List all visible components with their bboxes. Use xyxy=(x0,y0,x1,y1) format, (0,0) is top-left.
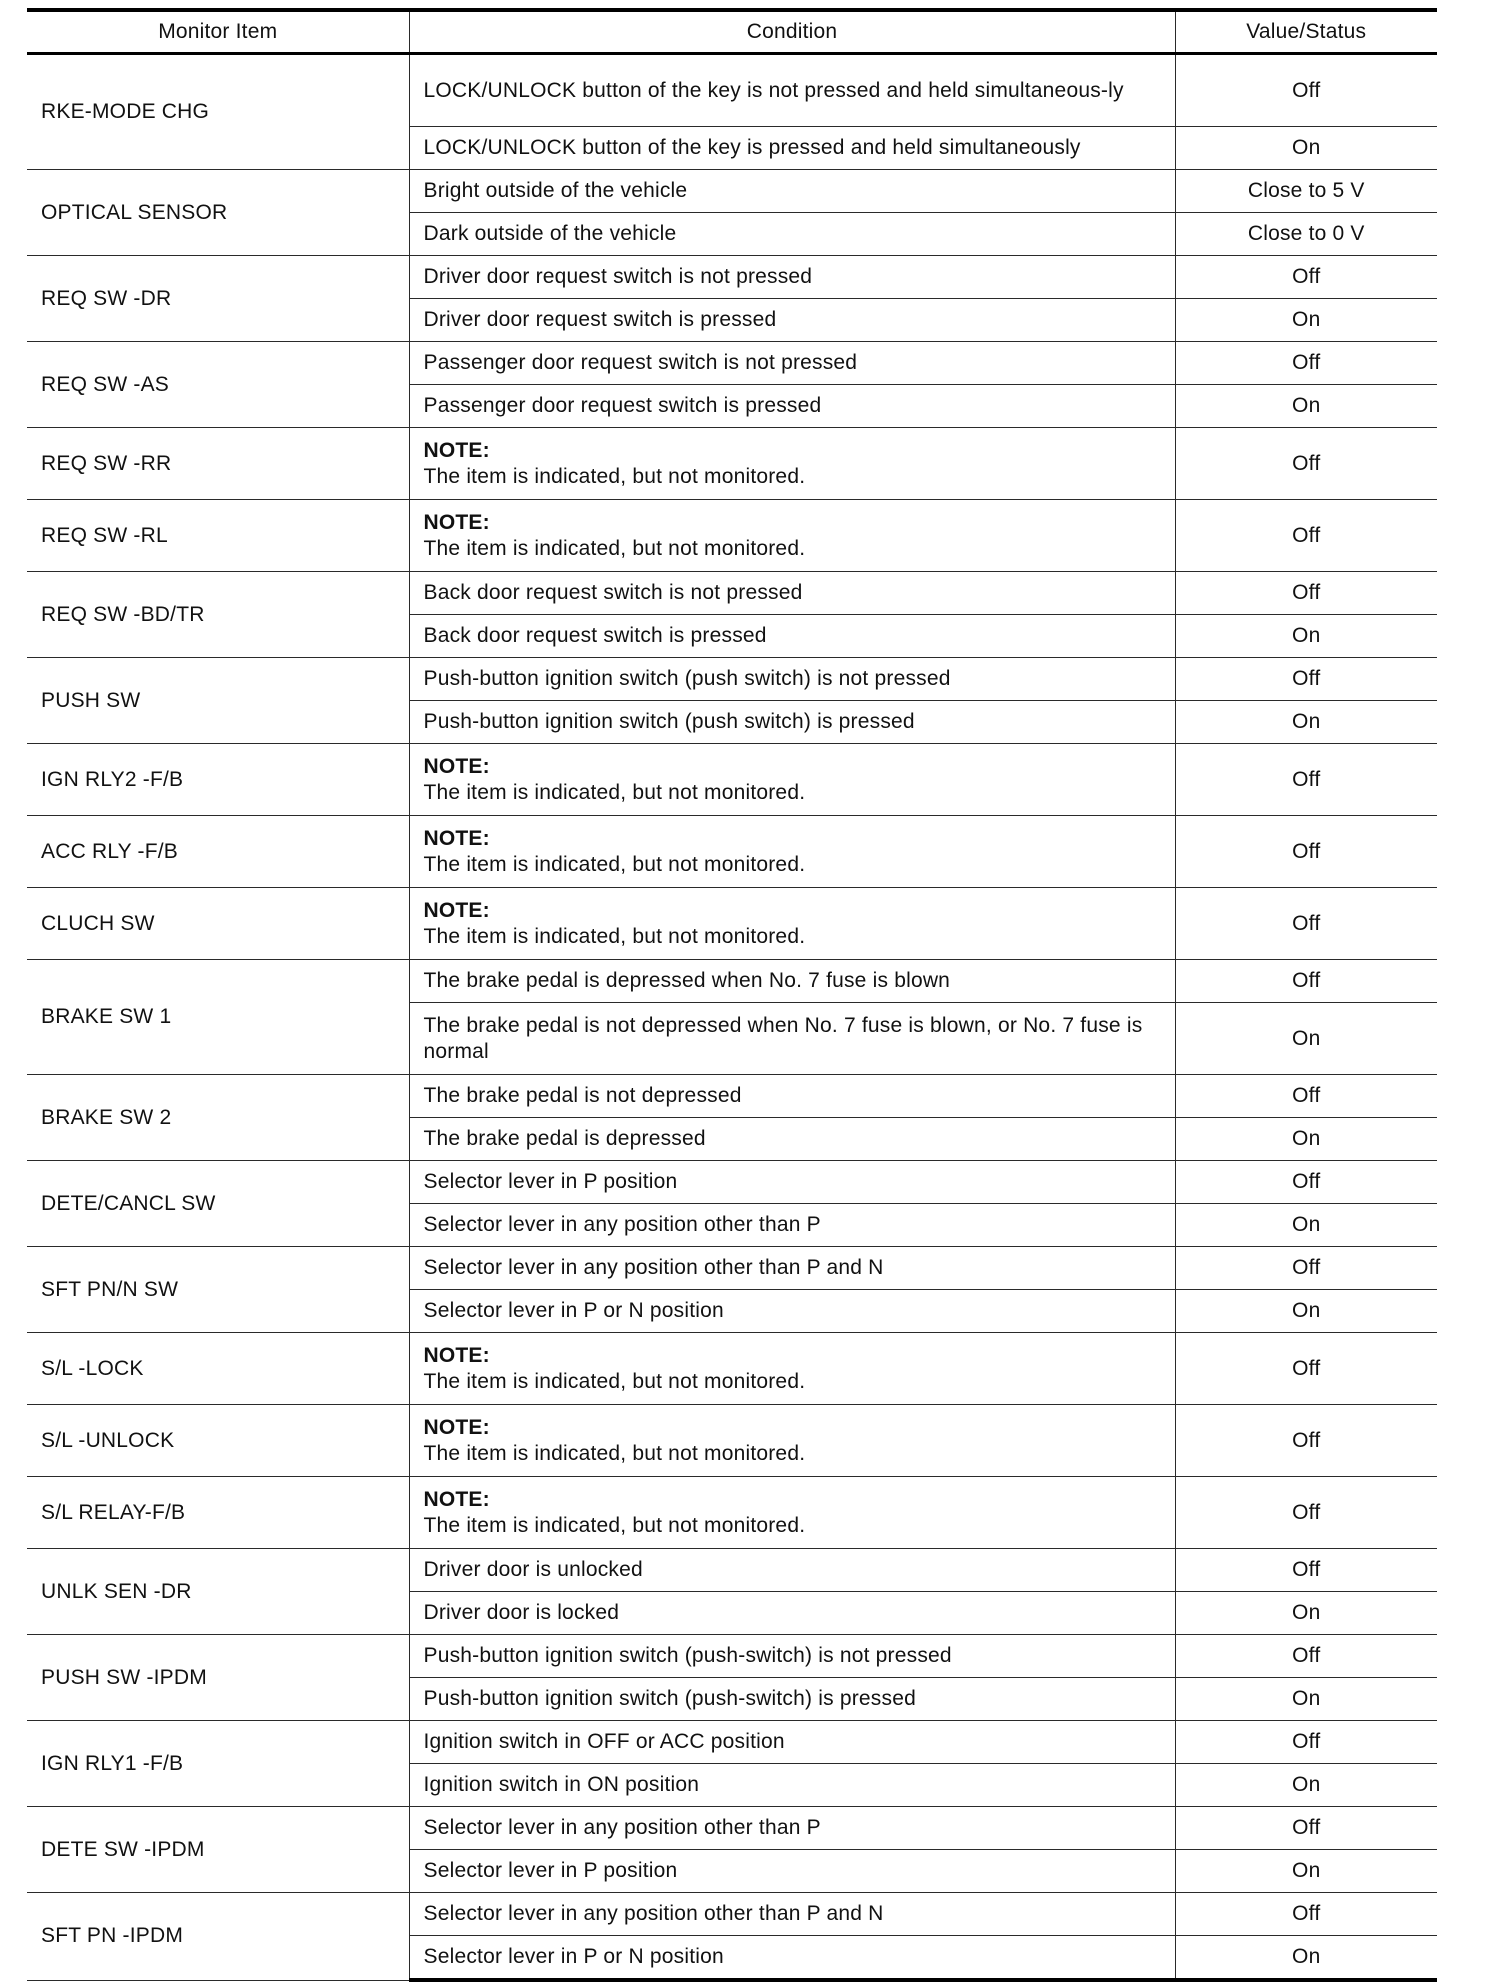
note-label: NOTE: xyxy=(423,510,490,534)
monitor-item-cell: REQ SW -DR xyxy=(27,256,409,342)
monitor-item-cell: BRAKE SW 2 xyxy=(27,1075,409,1161)
condition-cell xyxy=(409,1405,1175,1477)
table-row xyxy=(27,1477,1437,1549)
monitor-item-cell: IGN RLY1 -F/B xyxy=(27,1721,409,1807)
condition-cell: Selector lever in P position xyxy=(409,1850,1175,1893)
note-label: NOTE: xyxy=(423,826,490,850)
value-status-cell: Off xyxy=(1175,428,1437,500)
value-status-cell: Off xyxy=(1175,1477,1437,1549)
condition-cell: Back door request switch is not pressed xyxy=(409,572,1175,615)
condition-cell: The brake pedal is depressed when No. 7 fuse is blown xyxy=(409,960,1175,1003)
condition-cell: Selector lever in any position other than P xyxy=(409,1807,1175,1850)
condition-cell: Selector lever in any position other than P and N xyxy=(409,1247,1175,1290)
value-status-cell: Off xyxy=(1175,1247,1437,1290)
monitor-item-cell: ACC RLY -F/B xyxy=(27,816,409,888)
condition-cell: Push-button ignition switch (push-switch) is not pressed xyxy=(409,1635,1175,1678)
table-row xyxy=(27,1893,1437,1936)
table-row xyxy=(27,170,1437,213)
note-text: The item is indicated, but not monitored. xyxy=(423,1441,806,1465)
monitor-item-cell: DETE/CANCL SW xyxy=(27,1161,409,1247)
note-label: NOTE: xyxy=(423,898,490,922)
condition-cell xyxy=(409,816,1175,888)
value-status-cell: On xyxy=(1175,1850,1437,1893)
condition-cell: Push-button ignition switch (push switch) is pressed xyxy=(409,701,1175,744)
monitor-item-cell: PUSH SW xyxy=(27,658,409,744)
monitor-item-cell: UNLK SEN -DR xyxy=(27,1549,409,1635)
condition-cell: Selector lever in P or N position xyxy=(409,1290,1175,1333)
value-status-cell: Close to 5 V xyxy=(1175,170,1437,213)
monitor-item-cell: DETE SW -IPDM xyxy=(27,1807,409,1893)
note-text: The item is indicated, but not monitored. xyxy=(423,1513,806,1537)
value-status-cell: Off xyxy=(1175,888,1437,960)
monitor-item-cell: S/L RELAY-F/B xyxy=(27,1477,409,1549)
condition-cell: Bright outside of the vehicle xyxy=(409,170,1175,213)
value-status-cell: Off xyxy=(1175,54,1437,127)
condition-cell: Selector lever in any position other than P xyxy=(409,1204,1175,1247)
table-row xyxy=(27,1549,1437,1592)
condition-cell: Driver door request switch is not pressed xyxy=(409,256,1175,299)
condition-cell: LOCK/UNLOCK button of the key is not pressed and held simultaneous-ly xyxy=(409,54,1175,127)
value-status-cell: Off xyxy=(1175,1161,1437,1204)
condition-cell: Back door request switch is pressed xyxy=(409,615,1175,658)
table-row xyxy=(27,1635,1437,1678)
monitor-item-cell: BRAKE SW 1 xyxy=(27,960,409,1075)
table-header-row xyxy=(27,10,1437,54)
condition-cell: Selector lever in any position other than P and N xyxy=(409,1893,1175,1936)
table-row xyxy=(27,572,1437,615)
condition-cell: Ignition switch in ON position xyxy=(409,1764,1175,1807)
value-status-cell: Off xyxy=(1175,1635,1437,1678)
table-body xyxy=(27,54,1437,1981)
value-status-cell: On xyxy=(1175,1118,1437,1161)
value-status-cell: On xyxy=(1175,1936,1437,1981)
value-status-cell: On xyxy=(1175,615,1437,658)
condition-cell: The brake pedal is not depressed xyxy=(409,1075,1175,1118)
condition-cell: Selector lever in P or N position xyxy=(409,1936,1175,1981)
value-status-cell: On xyxy=(1175,299,1437,342)
condition-cell xyxy=(409,1477,1175,1549)
monitor-item-cell: SFT PN -IPDM xyxy=(27,1893,409,1981)
condition-cell: Ignition switch in OFF or ACC position xyxy=(409,1721,1175,1764)
value-status-cell: Off xyxy=(1175,572,1437,615)
condition-cell xyxy=(409,1333,1175,1405)
table-row xyxy=(27,658,1437,701)
note-text: The item is indicated, but not monitored. xyxy=(423,924,806,948)
value-status-cell: Off xyxy=(1175,658,1437,701)
note-text: The item is indicated, but not monitored. xyxy=(423,780,806,804)
table-row xyxy=(27,744,1437,816)
monitor-table-container xyxy=(27,8,1437,1982)
value-status-cell: Off xyxy=(1175,1405,1437,1477)
monitor-item-cell: REQ SW -BD/TR xyxy=(27,572,409,658)
monitor-item-cell: S/L -LOCK xyxy=(27,1333,409,1405)
condition-cell: Driver door request switch is pressed xyxy=(409,299,1175,342)
monitor-item-cell: REQ SW -RL xyxy=(27,500,409,572)
condition-cell: Selector lever in P position xyxy=(409,1161,1175,1204)
condition-cell: Driver door is unlocked xyxy=(409,1549,1175,1592)
table-row xyxy=(27,256,1437,299)
condition-cell: LOCK/UNLOCK button of the key is pressed and held simultaneously xyxy=(409,127,1175,170)
value-status-cell: Off xyxy=(1175,744,1437,816)
table-row xyxy=(27,1405,1437,1477)
header-condition: Condition xyxy=(409,10,1175,54)
monitor-item-cell: SFT PN/N SW xyxy=(27,1247,409,1333)
monitor-item-cell: RKE-MODE CHG xyxy=(27,54,409,170)
table-row xyxy=(27,816,1437,888)
value-status-cell: Off xyxy=(1175,1333,1437,1405)
table-row xyxy=(27,1721,1437,1764)
table-row xyxy=(27,54,1437,127)
value-status-cell: On xyxy=(1175,701,1437,744)
condition-cell xyxy=(409,744,1175,816)
condition-cell: The brake pedal is not depressed when No. 7 fuse is blown, or No. 7 fuse is normal xyxy=(409,1003,1175,1075)
value-status-cell: On xyxy=(1175,1592,1437,1635)
note-text: The item is indicated, but not monitored. xyxy=(423,464,806,488)
value-status-cell: Off xyxy=(1175,1549,1437,1592)
monitor-item-cell: S/L -UNLOCK xyxy=(27,1405,409,1477)
table-row xyxy=(27,960,1437,1003)
value-status-cell: Off xyxy=(1175,342,1437,385)
header-monitor-item: Monitor Item xyxy=(27,10,409,54)
note-text: The item is indicated, but not monitored. xyxy=(423,852,806,876)
value-status-cell: Off xyxy=(1175,1075,1437,1118)
condition-cell: Push-button ignition switch (push-switch) is pressed xyxy=(409,1678,1175,1721)
monitor-item-cell: REQ SW -RR xyxy=(27,428,409,500)
condition-cell: Passenger door request switch is not pressed xyxy=(409,342,1175,385)
value-status-cell: On xyxy=(1175,127,1437,170)
value-status-cell: On xyxy=(1175,1764,1437,1807)
note-text: The item is indicated, but not monitored. xyxy=(423,1369,806,1393)
monitor-table xyxy=(27,8,1437,1982)
condition-cell: Push-button ignition switch (push switch) is not pressed xyxy=(409,658,1175,701)
table-row xyxy=(27,342,1437,385)
value-status-cell: On xyxy=(1175,1204,1437,1247)
note-label: NOTE: xyxy=(423,754,490,778)
table-row xyxy=(27,1247,1437,1290)
condition-cell xyxy=(409,500,1175,572)
table-row xyxy=(27,1075,1437,1118)
note-label: NOTE: xyxy=(423,1415,490,1439)
monitor-item-cell: OPTICAL SENSOR xyxy=(27,170,409,256)
value-status-cell: On xyxy=(1175,1003,1437,1075)
value-status-cell: Off xyxy=(1175,500,1437,572)
value-status-cell: Off xyxy=(1175,1721,1437,1764)
value-status-cell: On xyxy=(1175,385,1437,428)
value-status-cell: On xyxy=(1175,1678,1437,1721)
value-status-cell: Off xyxy=(1175,1893,1437,1936)
table-row xyxy=(27,428,1437,500)
condition-cell: The brake pedal is depressed xyxy=(409,1118,1175,1161)
monitor-item-cell: PUSH SW -IPDM xyxy=(27,1635,409,1721)
condition-cell: Driver door is locked xyxy=(409,1592,1175,1635)
note-text: The item is indicated, but not monitored. xyxy=(423,536,806,560)
value-status-cell: Close to 0 V xyxy=(1175,213,1437,256)
condition-cell: Passenger door request switch is pressed xyxy=(409,385,1175,428)
value-status-cell: On xyxy=(1175,1290,1437,1333)
condition-cell: Dark outside of the vehicle xyxy=(409,213,1175,256)
table-row xyxy=(27,888,1437,960)
note-label: NOTE: xyxy=(423,1343,490,1367)
table-row xyxy=(27,1807,1437,1850)
monitor-item-cell: REQ SW -AS xyxy=(27,342,409,428)
note-label: NOTE: xyxy=(423,438,490,462)
header-value-status: Value/Status xyxy=(1175,10,1437,54)
condition-cell xyxy=(409,428,1175,500)
value-status-cell: Off xyxy=(1175,960,1437,1003)
value-status-cell: Off xyxy=(1175,1807,1437,1850)
value-status-cell: Off xyxy=(1175,816,1437,888)
table-row xyxy=(27,500,1437,572)
monitor-item-cell: IGN RLY2 -F/B xyxy=(27,744,409,816)
monitor-item-cell: CLUCH SW xyxy=(27,888,409,960)
table-row xyxy=(27,1161,1437,1204)
note-label: NOTE: xyxy=(423,1487,490,1511)
table-row xyxy=(27,1333,1437,1405)
value-status-cell: Off xyxy=(1175,256,1437,299)
condition-cell xyxy=(409,888,1175,960)
